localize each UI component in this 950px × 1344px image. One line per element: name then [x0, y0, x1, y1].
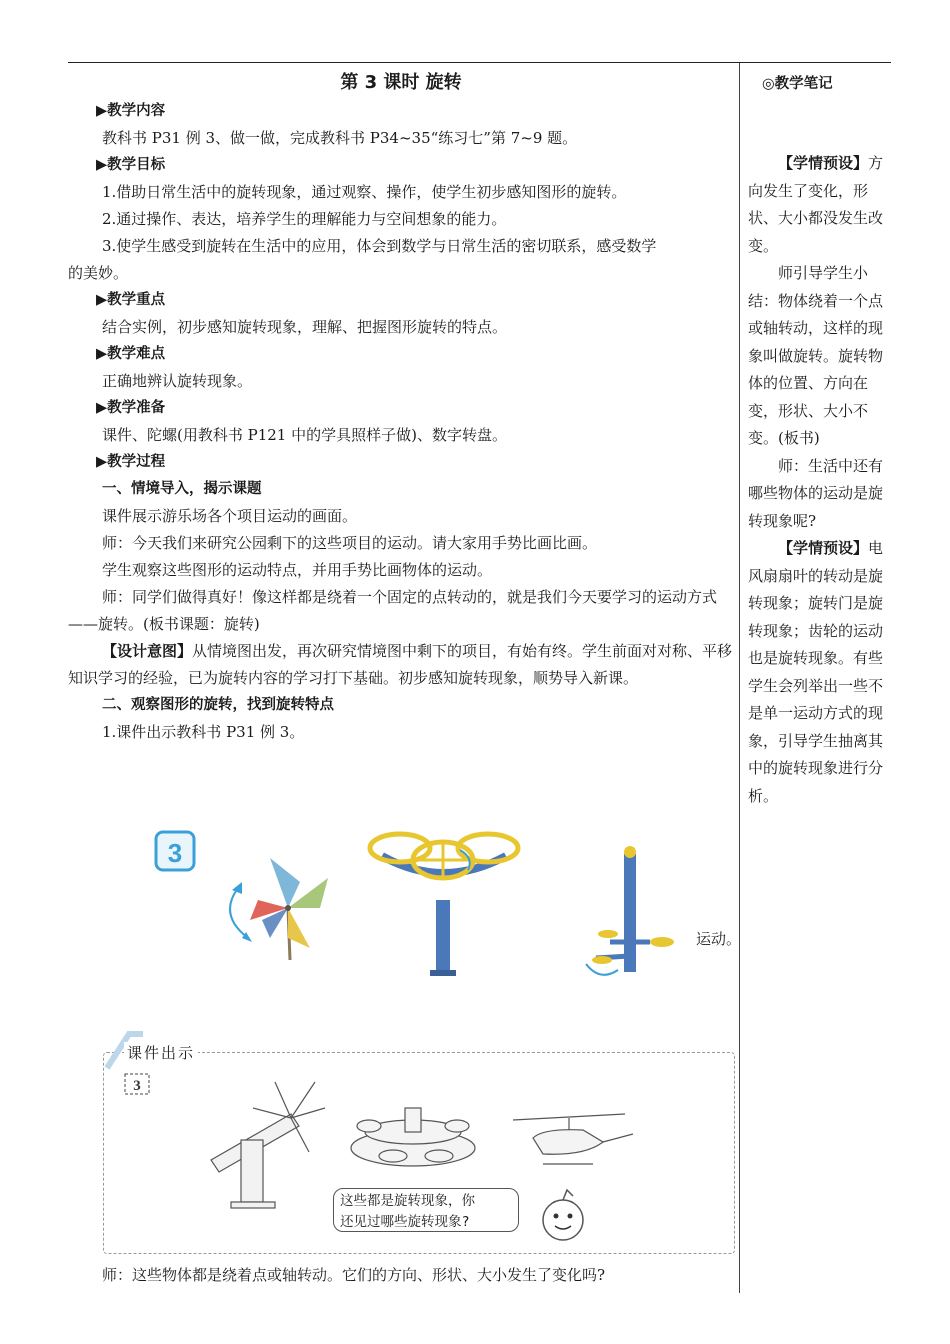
example-number-badge: [156, 832, 194, 870]
design-intent-text: 从情境图出发，再次研究情境图中剩下的项目，有始有终。学生前面对对称、平移知识学习的经验，已为旋转内容的学习打下基础。初步感知旋转现象，顺势导入新课。: [68, 642, 733, 687]
section-head-content: ▶教学内容: [96, 103, 166, 119]
paragraph-1: 课件展示游乐场各个项目运动的画面。: [102, 507, 358, 525]
subsection-1-title: 一、情境导入，揭示课题: [102, 481, 262, 497]
speech-bubble: [333, 1188, 519, 1232]
note-3: 师：生活中还有哪些物体的运动是旋转现象呢?: [748, 456, 884, 530]
speech-bubble-line-1: 这些都是旋转现象，你: [340, 1193, 475, 1209]
pinwheel-image: [250, 858, 328, 960]
section-head-preparation: ▶教学准备: [96, 400, 166, 416]
note-1: 【学情预设】方向发生了变化，形状、大小都没发生改变。: [748, 154, 884, 255]
closing-question: 师：这些物体都是绕着点或轴转动。它们的方向、形状、大小发生了变化吗?: [102, 1266, 606, 1284]
preparation-text: 课件、陀螺(用教科书 P121 中的学具照样子做)、数字转盘。: [102, 426, 507, 444]
subsection-2-title: 二、观察图形的旋转，找到旋转特点: [102, 697, 334, 713]
goal-3-line-1: 3.使学生感受到旋转在生活中的应用，体会到数学与日常生活的密切联系，感受数学: [102, 237, 657, 255]
design-intent-tag: 【设计意图】: [102, 642, 193, 660]
note-4-tag: 【学情预设】: [778, 539, 869, 557]
wind-turbine-image: [211, 1082, 325, 1208]
paragraph-2: 师：今天我们来研究公园剩下的这些项目的运动。请大家用手势比画比画。: [102, 534, 598, 552]
speech-bubble-line-2: 还见过哪些旋转现象?: [340, 1214, 470, 1230]
note-1-tag: 【学情预设】: [778, 154, 869, 172]
paragraph-4: 师：同学们做得真好！像这样都是绕着一个固定的点转动的，就是我们今天要学习的运动方式——旋转。(板书课题：旋转): [68, 588, 718, 633]
note-4: 【学情预设】电风扇扇叶的转动是旋转现象；旋转门是旋转现象；齿轮的运动也是旋转现象。有些学生会列举出一些不是单一运动方式的现象，引导学生抽离其中的旋转现象进行分析。: [748, 539, 884, 805]
section-head-process: ▶教学过程: [96, 454, 166, 470]
svg-text:3: 3: [133, 1078, 141, 1094]
design-intent: [68, 638, 734, 692]
section-head-key: ▶教学重点: [96, 292, 166, 308]
top-rule: [68, 62, 891, 63]
example-3-illustration: [150, 820, 740, 1000]
note-2: 师引导学生小结：物体绕着一个点或轴转动，这样的现象叫做旋转。旋转物体的位置、方向在变，形状、大小不变。(板书): [748, 264, 884, 447]
goal-3-line-2: 的美妙。: [68, 264, 129, 282]
carousel-ride-image: [351, 1108, 475, 1166]
mascot-character-image: [543, 1190, 583, 1240]
difficulty-text: 正确地辨认旋转现象。: [102, 372, 253, 390]
svg-text:3: 3: [167, 838, 183, 868]
notes-title: ◎教学笔记: [762, 76, 833, 92]
twister-equipment-image: [586, 846, 674, 975]
goal-1: 1.借助日常生活中的旋转现象，通过观察、操作，使学生初步感知图形的旋转。: [102, 183, 627, 201]
courseware-label: 课件出示: [124, 1042, 198, 1063]
section-head-goals: ▶教学目标: [96, 157, 166, 173]
key-text: 结合实例，初步感知旋转现象，理解、把握图形旋转的特点。: [102, 318, 508, 336]
rotation-arrow-icon: [230, 882, 252, 942]
teaching-notes-column: [748, 68, 890, 810]
steering-wheel-equipment-image: [370, 834, 518, 976]
lesson-main-column: [68, 68, 734, 746]
paragraph-3: 学生观察这些图形的运动特点，并用手势比画物体的运动。: [102, 561, 493, 579]
section-head-difficulty: ▶教学难点: [96, 346, 166, 362]
helicopter-image: [513, 1114, 633, 1164]
content-text: 教科书 P31 例 3、做一做，完成教科书 P34~35“练习七”第 7~9 题。: [102, 129, 578, 147]
motion-caption: 运动。: [696, 930, 742, 948]
page-title: 第 3 课时 旋转: [340, 72, 462, 93]
goal-2: 2.通过操作、表达，培养学生的理解能力与空间想象的能力。: [102, 210, 507, 228]
paragraph-5: 1.课件出示教科书 P31 例 3。: [102, 723, 305, 741]
